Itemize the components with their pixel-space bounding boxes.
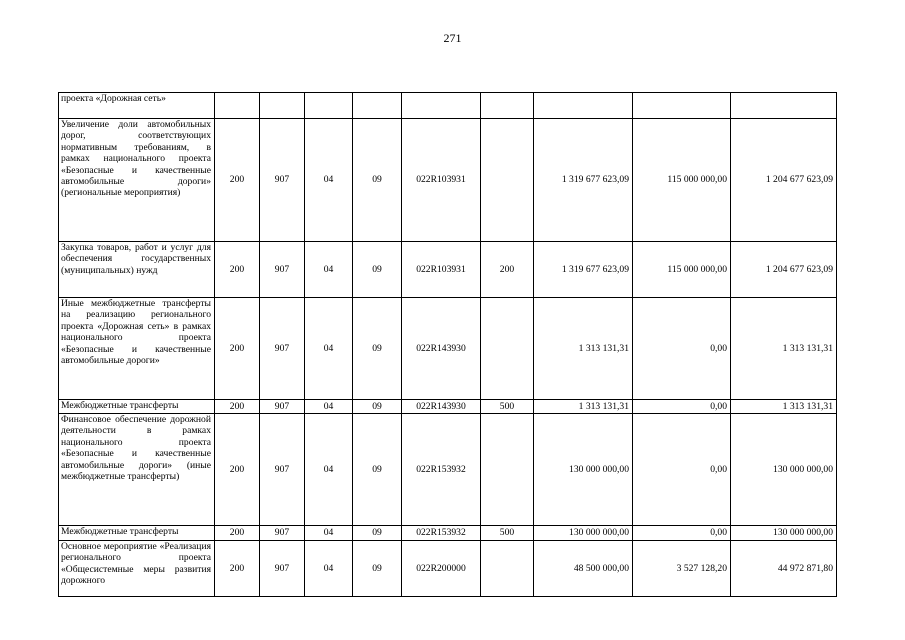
- table-cell-description: Увеличение доли автомобильных дорог, соответствующих нормативным требованиям, в рамках национального проекта «Безопасные и качественные автомобильные дороги» (региональные мероприятия): [59, 119, 215, 242]
- table-cell-amount-3: 1 313 131,31: [731, 400, 837, 414]
- table-cell-description: Межбюджетные трансферты: [59, 526, 215, 541]
- table-cell-target-article: 022R153932: [402, 526, 481, 541]
- table-cell-amount-3: 130 000 000,00: [731, 414, 837, 526]
- table-cell-subdivision: 09: [353, 400, 402, 414]
- table-cell-department: 907: [260, 242, 305, 298]
- table-cell-amount-3: [731, 93, 837, 119]
- table-cell-section: 200: [215, 526, 260, 541]
- table-cell-expense-type: 500: [481, 400, 534, 414]
- table-cell-department: [260, 93, 305, 119]
- table-cell-expense-type: 200: [481, 242, 534, 298]
- table-cell-amount-total: 48 500 000,00: [534, 541, 633, 597]
- table-cell-division: 04: [305, 242, 353, 298]
- table-row: [59, 541, 837, 597]
- table-cell-section: 200: [215, 414, 260, 526]
- table-cell-description: Закупка товаров, работ и услуг для обеспечения государственных (муниципальных) нужд: [59, 242, 215, 298]
- page-number: 271: [443, 31, 462, 45]
- table-row: [59, 93, 837, 119]
- table-cell-division: 04: [305, 541, 353, 597]
- table-cell-department: 907: [260, 298, 305, 400]
- table-cell-amount-3: 1 204 677 623,09: [731, 119, 837, 242]
- table-cell-amount-3: 1 313 131,31: [731, 298, 837, 400]
- table-cell-expense-type: [481, 541, 534, 597]
- table-cell-section: 200: [215, 541, 260, 597]
- table-cell-subdivision: 09: [353, 119, 402, 242]
- table-cell-subdivision: 09: [353, 541, 402, 597]
- table-cell-amount-2: 115 000 000,00: [633, 119, 731, 242]
- table-cell-amount-2: 3 527 128,20: [633, 541, 731, 597]
- table-cell-amount-2: 0,00: [633, 414, 731, 526]
- table-cell-amount-total: 130 000 000,00: [534, 414, 633, 526]
- table-cell-target-article: 022R200000: [402, 541, 481, 597]
- table-cell-target-article: [402, 93, 481, 119]
- table-cell-division: 04: [305, 526, 353, 541]
- table-cell-amount-3: 44 972 871,80: [731, 541, 837, 597]
- table-cell-section: 200: [215, 119, 260, 242]
- table-cell-subdivision: [353, 93, 402, 119]
- table-cell-section: 200: [215, 400, 260, 414]
- table-cell-subdivision: 09: [353, 242, 402, 298]
- table-cell-amount-3: 1 204 677 623,09: [731, 242, 837, 298]
- table-cell-amount-2: 0,00: [633, 526, 731, 541]
- table-cell-target-article: 022R153932: [402, 414, 481, 526]
- table-cell-department: 907: [260, 541, 305, 597]
- table-cell-target-article: 022R103931: [402, 242, 481, 298]
- budget-table: [58, 92, 837, 597]
- table-cell-amount-2: 115 000 000,00: [633, 242, 731, 298]
- table-cell-amount-total: 130 000 000,00: [534, 526, 633, 541]
- table-cell-amount-total: 1 319 677 623,09: [534, 242, 633, 298]
- table-cell-description: Иные межбюджетные трансферты на реализацию регионального проекта «Дорожная сеть» в рамках национального проекта «Безопасные и качественные автомобильные дороги»: [59, 298, 215, 400]
- table-cell-subdivision: 09: [353, 298, 402, 400]
- table-cell-department: 907: [260, 526, 305, 541]
- table-cell-section: [215, 93, 260, 119]
- table-cell-amount-total: [534, 93, 633, 119]
- table-cell-amount-2: 0,00: [633, 298, 731, 400]
- table-cell-division: 04: [305, 400, 353, 414]
- table-cell-subdivision: 09: [353, 414, 402, 526]
- table-cell-target-article: 022R143930: [402, 400, 481, 414]
- table-row: [59, 400, 837, 414]
- table-cell-section: 200: [215, 298, 260, 400]
- table-cell-subdivision: 09: [353, 526, 402, 541]
- table-row: [59, 414, 837, 526]
- table-cell-expense-type: [481, 119, 534, 242]
- table-cell-department: 907: [260, 400, 305, 414]
- table-cell-division: [305, 93, 353, 119]
- table-cell-division: 04: [305, 119, 353, 242]
- table-cell-amount-total: 1 313 131,31: [534, 400, 633, 414]
- table-cell-amount-total: 1 313 131,31: [534, 298, 633, 400]
- table-cell-amount-2: [633, 93, 731, 119]
- table-cell-section: 200: [215, 242, 260, 298]
- table-cell-expense-type: [481, 414, 534, 526]
- table-cell-expense-type: [481, 93, 534, 119]
- table-row: [59, 298, 837, 400]
- table-cell-department: 907: [260, 119, 305, 242]
- table-cell-expense-type: [481, 298, 534, 400]
- table-row: [59, 242, 837, 298]
- table-cell-division: 04: [305, 414, 353, 526]
- table-cell-amount-3: 130 000 000,00: [731, 526, 837, 541]
- table-cell-description: Межбюджетные трансферты: [59, 400, 215, 414]
- table-cell-target-article: 022R103931: [402, 119, 481, 242]
- table-cell-description: проекта «Дорожная сеть»: [59, 93, 215, 119]
- table-cell-amount-total: 1 319 677 623,09: [534, 119, 633, 242]
- table-cell-division: 04: [305, 298, 353, 400]
- table-cell-description: Основное мероприятие «Реализация регионального проекта «Общесистемные меры развития дорожного: [59, 541, 215, 597]
- table-row: [59, 526, 837, 541]
- table-row: [59, 119, 837, 242]
- table-cell-amount-2: 0,00: [633, 400, 731, 414]
- table-cell-description: Финансовое обеспечение дорожной деятельности в рамках национального проекта «Безопасные и качественные автомобильные дороги» (иные межбюджетные трансферты): [59, 414, 215, 526]
- table-cell-target-article: 022R143930: [402, 298, 481, 400]
- table-cell-department: 907: [260, 414, 305, 526]
- table-cell-expense-type: 500: [481, 526, 534, 541]
